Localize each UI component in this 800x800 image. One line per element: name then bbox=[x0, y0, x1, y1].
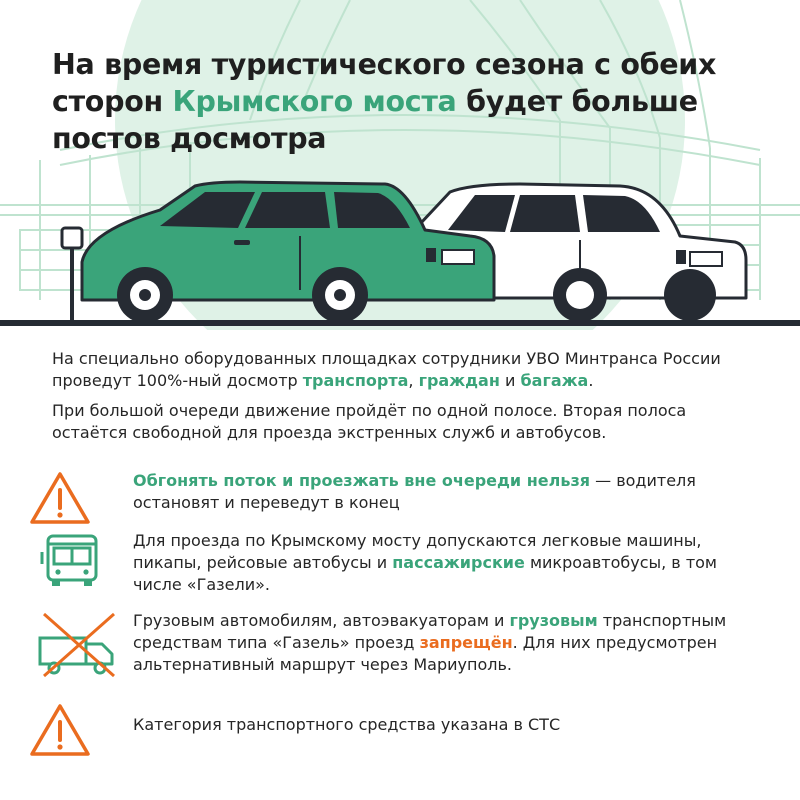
note-text-c: . Для них предусмотрен альтернативный маршрут через Мариуполь. bbox=[133, 633, 718, 674]
highlight-luggage: багажа bbox=[520, 371, 589, 390]
highlight-citizens: граждан bbox=[418, 371, 500, 390]
note-text-a: Грузовым автомобилям, автоэвакуаторам и bbox=[133, 611, 510, 630]
period: . bbox=[588, 371, 594, 390]
separator: , bbox=[408, 371, 419, 390]
road-line bbox=[0, 320, 800, 326]
note-text: Категория транспортного средства указана в СТС bbox=[133, 715, 561, 734]
note-text-b: микроавтобусы, в том числе «Газели». bbox=[133, 553, 717, 594]
title-accent: Крымского моста bbox=[172, 85, 457, 118]
note-text bbox=[133, 610, 753, 676]
note-text bbox=[133, 530, 753, 596]
note-text bbox=[133, 470, 753, 514]
intro-paragraph-2: При большой очереди движение пройдёт по одной полосе. Вторая полоса остаётся свободной для проезда экстренных служб и автобусов. bbox=[52, 401, 687, 442]
note-accent: грузовым bbox=[509, 611, 598, 630]
intro-paragraph-1 bbox=[52, 348, 762, 392]
warning-triangle-icon bbox=[30, 470, 100, 526]
page-title bbox=[52, 46, 752, 157]
crossed-truck-icon bbox=[30, 610, 120, 680]
hero-illustration bbox=[0, 0, 800, 330]
separator: и bbox=[499, 371, 521, 390]
note-accent: Обгонять поток и проезжать вне очереди нельзя bbox=[133, 471, 591, 490]
warning-triangle-icon bbox=[30, 702, 100, 758]
intro-text: На специально оборудованных площадках сотрудники УВО Минтранса России проведут 100%-ный досмотр bbox=[52, 349, 721, 390]
highlight-transport: транспорта bbox=[302, 371, 409, 390]
note-rest: — водителя остановят и переведут в конец bbox=[133, 471, 696, 512]
note-warning: запрещён bbox=[419, 633, 513, 652]
title-part-2: будет больше постов досмотра bbox=[52, 85, 698, 155]
title-part-1: На время туристического сезона с обеих сторон bbox=[52, 48, 717, 118]
parking-sign bbox=[62, 228, 82, 326]
bus-icon bbox=[30, 530, 100, 590]
intro-section bbox=[52, 348, 762, 452]
note-text-a: Для проезда по Крымскому мосту допускаются легковые машины, пикапы, рейсовые автобусы и bbox=[133, 531, 702, 572]
note-accent: пассажирские bbox=[392, 553, 525, 572]
note-text-b: транспортным средствам типа «Газель» проезд bbox=[133, 611, 727, 652]
